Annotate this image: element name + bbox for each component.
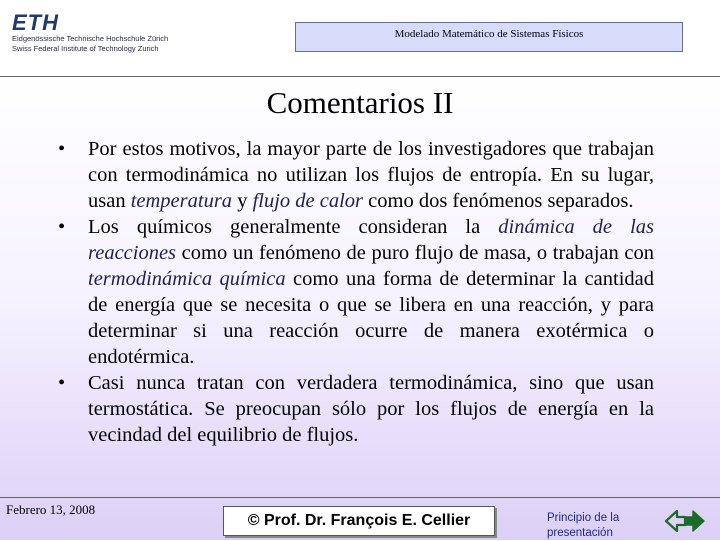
header-divider bbox=[0, 76, 720, 77]
bullet-list bbox=[58, 136, 654, 448]
course-title-box bbox=[295, 22, 683, 52]
bullet-marker: • bbox=[58, 216, 66, 238]
bullet-text: como una forma de determinar la cantidad de energía que se necesita o que se libera en una reacción, y para determinar si una reacción ocurre de manera exotérmica o endotérmica. bbox=[88, 268, 654, 368]
footer-divider bbox=[0, 497, 720, 498]
footer-author-box bbox=[223, 506, 495, 536]
bullet-marker: • bbox=[58, 138, 66, 160]
footer-date: Febrero 13, 2008 bbox=[6, 502, 96, 517]
eth-logo-line-english: Swiss Federal Institute of Technology Zurich bbox=[12, 44, 159, 53]
back-forward-arrows-icon[interactable] bbox=[664, 508, 706, 539]
eth-logo-line-german: Eidgenössische Technische Hochschule Zürich bbox=[12, 34, 169, 43]
emphasis-text: temperatura bbox=[130, 190, 233, 212]
bullet-item bbox=[58, 370, 654, 448]
eth-logo bbox=[12, 12, 168, 54]
course-title: Modelado Matemático de Sistemas Físicos bbox=[394, 28, 584, 40]
bullet-text: como un fenómeno de puro flujo de masa, o trabajan con bbox=[176, 242, 654, 264]
bullet-text: Casi nunca tratan con verdadera termodinámica, sino que usan termostática. Se preocupan sólo por los flujos de energía en la vecindad del equilibrio de flujos. bbox=[88, 372, 654, 446]
bullet-text: y bbox=[232, 190, 253, 212]
eth-logo-mark: ETH bbox=[12, 10, 59, 35]
start-of-presentation-link[interactable]: Principio de la presentación bbox=[547, 512, 620, 539]
bullet-text: como dos fenómenos separados. bbox=[363, 190, 634, 212]
slide-title: Comentarios II bbox=[266, 85, 454, 120]
bullet-text: Los químicos generalmente consideran la bbox=[88, 216, 499, 238]
emphasis-text: flujo de calor bbox=[252, 190, 364, 212]
emphasis-text: termodinámica química bbox=[88, 268, 286, 290]
emphasis-text: dinámica de las reacciones bbox=[88, 216, 654, 264]
bullet-text: Por estos motivos, la mayor parte de los investigadores que trabajan con termodinámica no utilizan los flujos de entropía. En su lugar, usan bbox=[88, 138, 654, 212]
bullet-marker: • bbox=[58, 372, 66, 394]
bullet-item bbox=[58, 136, 654, 214]
footer-author: © Prof. Dr. François E. Cellier bbox=[247, 512, 471, 529]
bullet-item bbox=[58, 214, 654, 370]
